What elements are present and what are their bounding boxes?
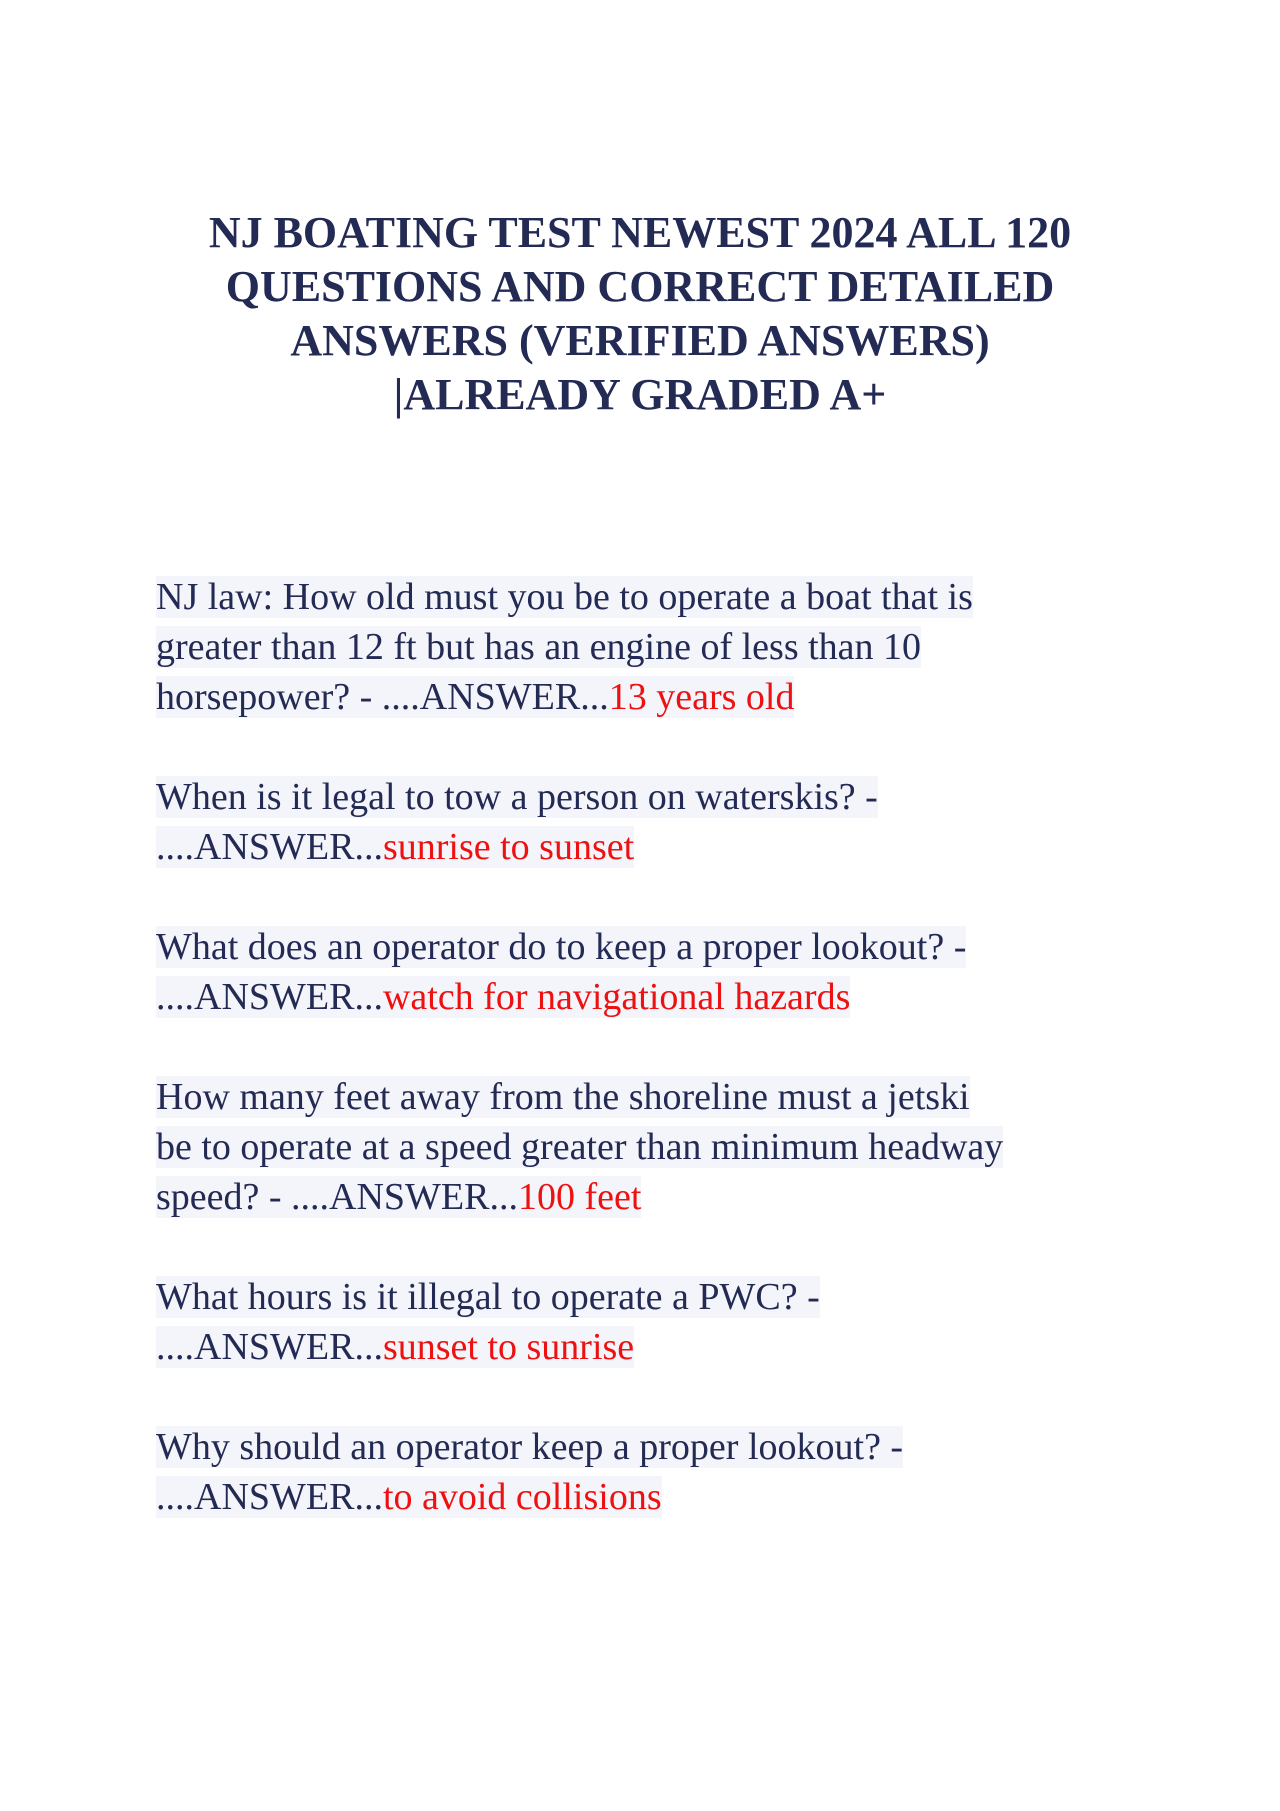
question-line: What hours is it illegal to operate a PWC? -: [156, 1276, 820, 1318]
qa-item: [156, 772, 1156, 872]
question-line: ....ANSWER...: [156, 976, 383, 1018]
answer-text: to avoid collisions: [382, 1476, 662, 1518]
title-line: NJ BOATING TEST NEWEST 2024 ALL 120: [208, 208, 1072, 257]
answer-text: 100 feet: [517, 1176, 642, 1218]
qa-item: [156, 572, 1156, 722]
qa-item: [156, 1422, 1156, 1522]
title-line: QUESTIONS AND CORRECT DETAILED: [225, 262, 1055, 311]
answer-text: watch for navigational hazards: [382, 976, 851, 1018]
question-line: What does an operator do to keep a proper lookout? -: [156, 926, 967, 968]
answer-text: 13 years old: [608, 676, 795, 718]
qa-item: [156, 1072, 1156, 1222]
question-line: speed? - ....ANSWER...: [156, 1176, 518, 1218]
qa-item: [156, 1272, 1156, 1372]
question-line: greater than 12 ft but has an engine of less than 10: [156, 626, 922, 668]
document-title: [150, 206, 1130, 422]
question-line: NJ law: How old must you be to operate a boat that is: [156, 576, 973, 618]
answer-text: sunrise to sunset: [382, 826, 635, 868]
title-line: ANSWERS (VERIFIED ANSWERS): [290, 316, 990, 365]
question-line: ....ANSWER...: [156, 1326, 383, 1368]
title-line: |ALREADY GRADED A+: [393, 370, 887, 419]
qa-item: [156, 922, 1156, 1022]
question-line: When is it legal to tow a person on waterskis? -: [156, 776, 878, 818]
question-line: ....ANSWER...: [156, 1476, 383, 1518]
answer-text: sunset to sunrise: [382, 1326, 635, 1368]
question-line: How many feet away from the shoreline must a jetski: [156, 1076, 970, 1118]
qa-list: [156, 572, 1156, 1572]
question-line: horsepower? - ....ANSWER...: [156, 676, 609, 718]
question-line: ....ANSWER...: [156, 826, 383, 868]
question-line: be to operate at a speed greater than minimum headway: [156, 1126, 1004, 1168]
question-line: Why should an operator keep a proper lookout? -: [156, 1426, 904, 1468]
